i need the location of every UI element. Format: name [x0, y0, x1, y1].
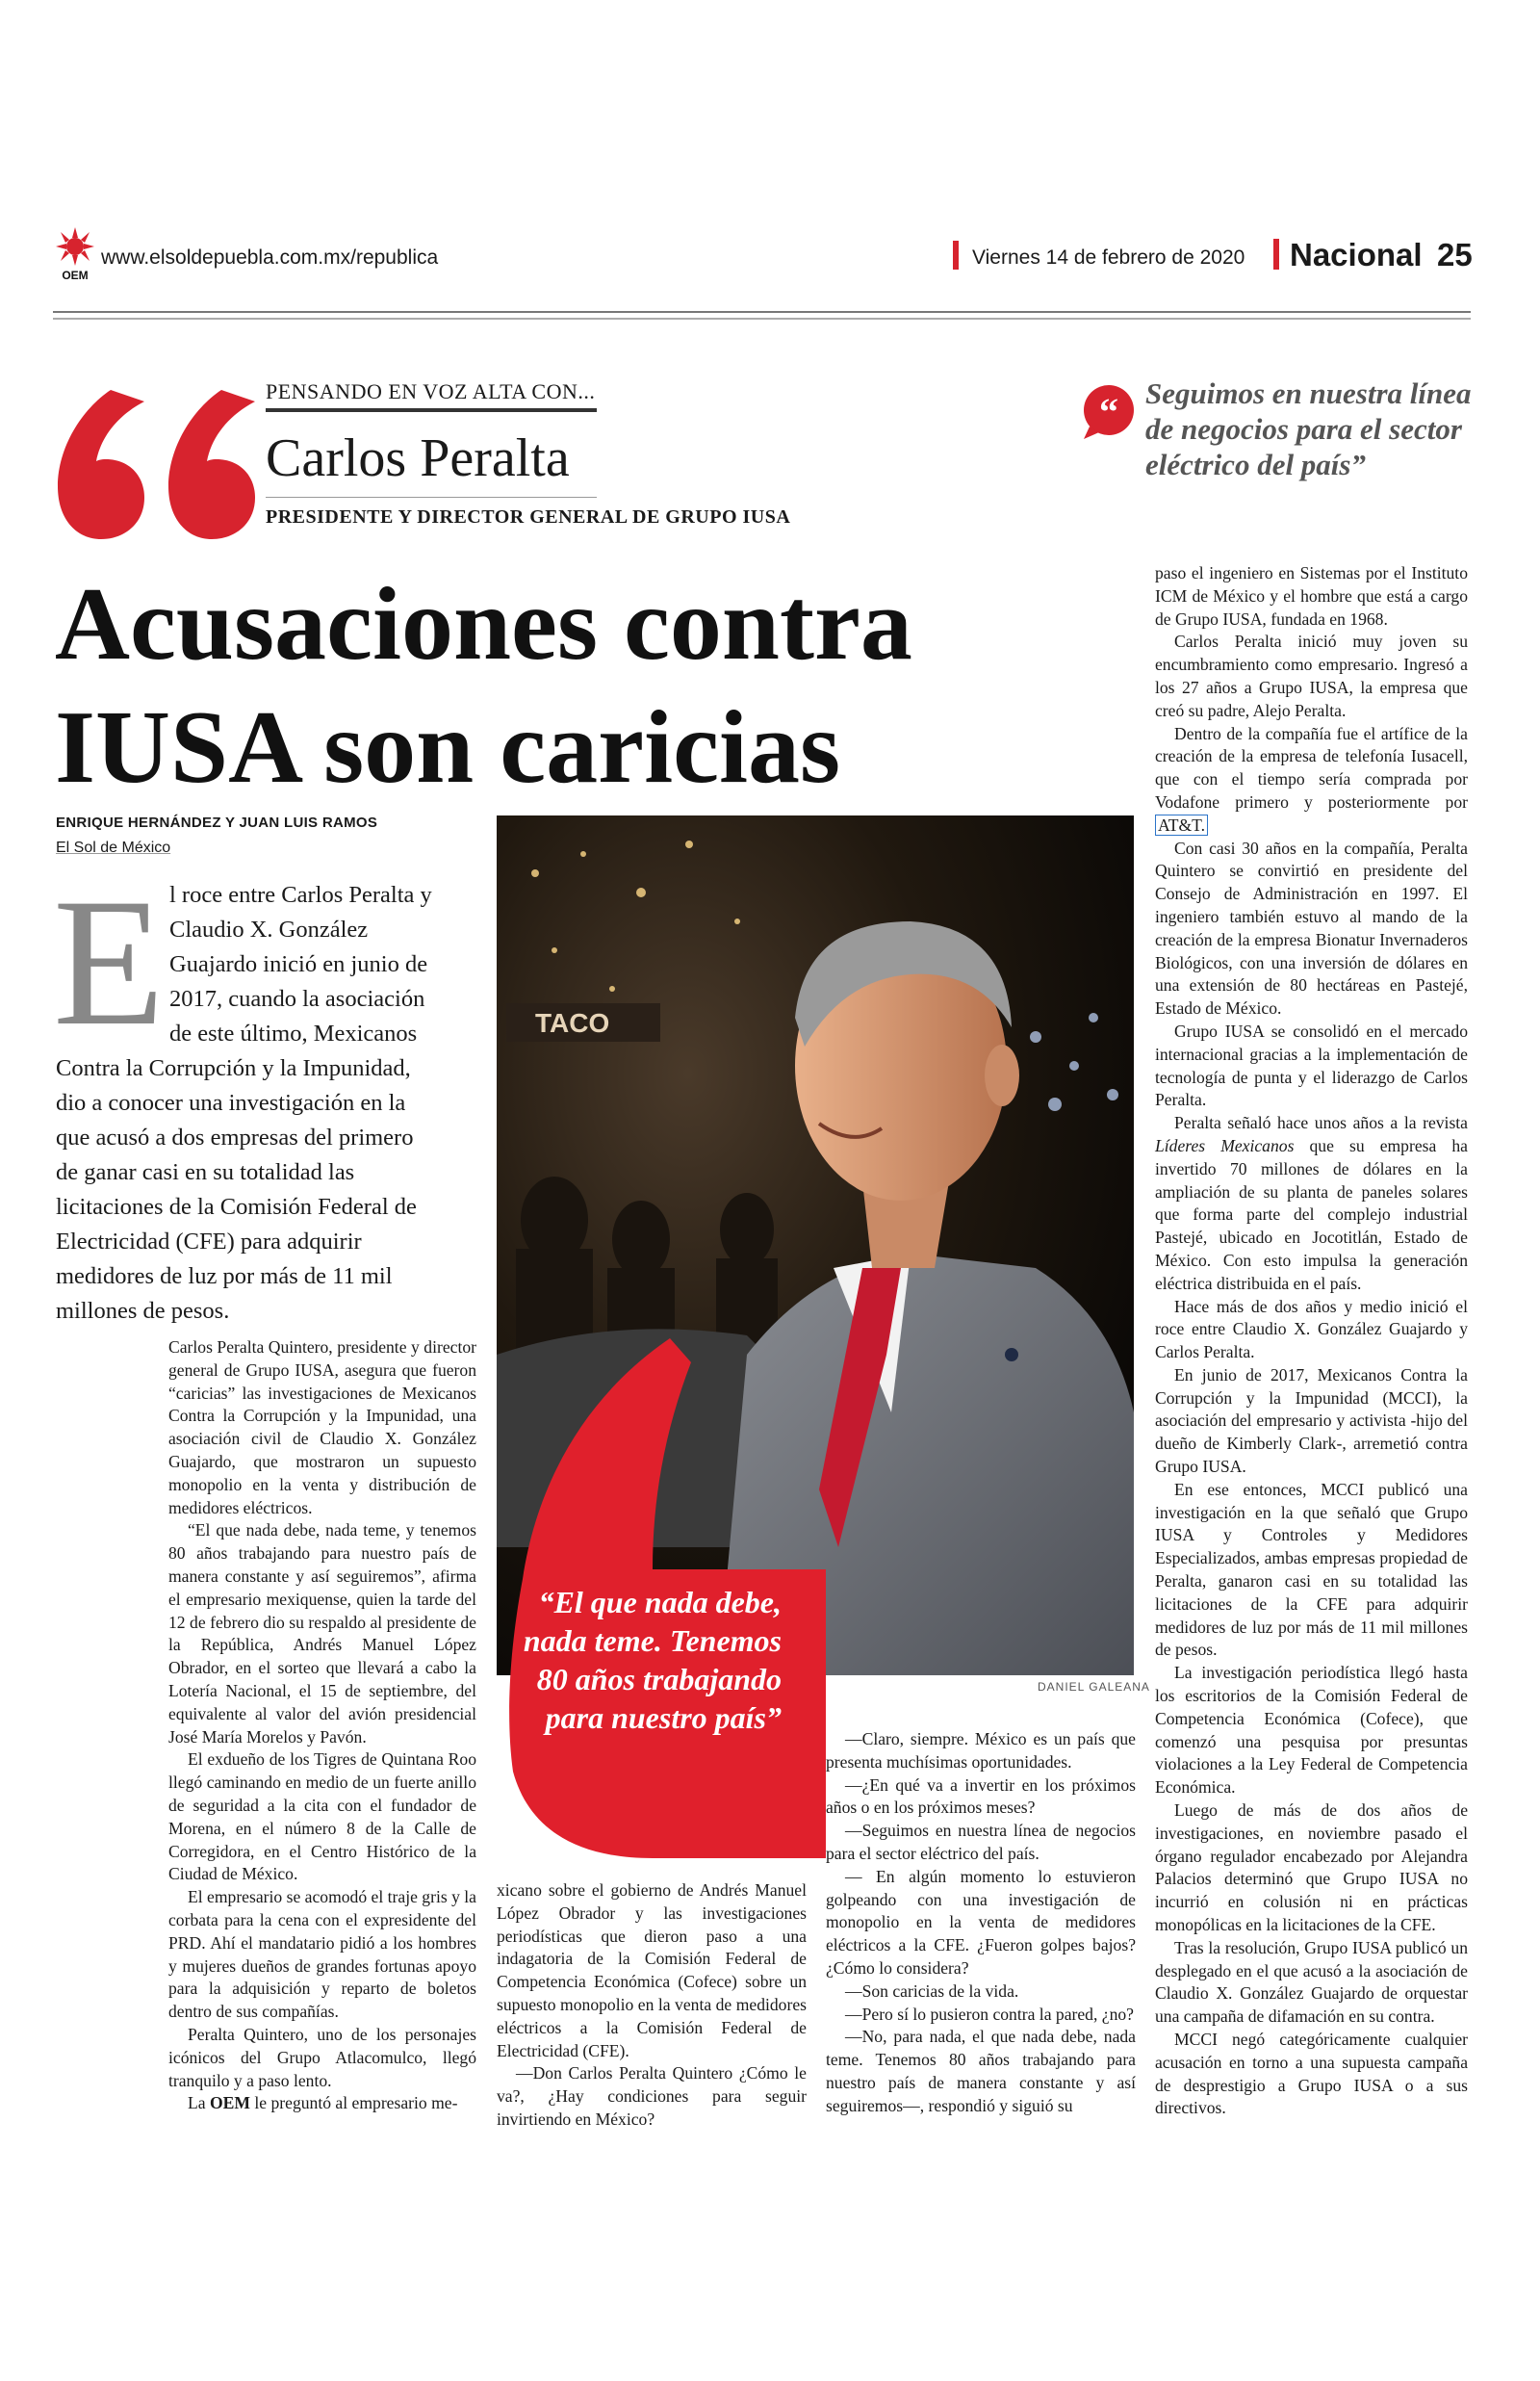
header-divider [53, 311, 1471, 320]
paragraph: Hace más de dos años y medio inició el roce entre Claudio X. González Guajardo y Carlos Peralta. [1155, 1296, 1468, 1362]
lead-line: Electricidad (CFE) para adquirir [56, 1229, 362, 1255]
interviewee-title: PRESIDENTE Y DIRECTOR GENERAL DE GRUPO IUSA [266, 506, 791, 528]
lead-line: que acusó a dos empresas del primero [56, 1125, 414, 1151]
top-pull-quote: Seguimos en nuestra línea de negocios para el sector eléctrico del país” [1145, 376, 1472, 481]
lead-paragraph [56, 878, 476, 1329]
paragraph: xicano sobre el gobierno de Andrés Manuel López Obrador y las investigaciones periodísticas que dieron paso a una indagatoria de la Comisión Federal de Competencia Económica (Cofece) sobre un supuesto monopolio en la venta de medidores eléctricos a la Comisión Federal de Electricidad (CFE). [497, 1880, 807, 2060]
lead-line: Guajardo inició en junio de [169, 951, 428, 977]
paragraph: MCCI negó categóricamente cualquier acusación en torno a una supuesta campaña de desprestigio a Grupo IUSA o a sus directivos. [1155, 2030, 1468, 2118]
drop-cap: E [53, 862, 166, 1064]
paragraph: “El que nada debe, nada teme, y tenemos 80 años trabajando para nuestro país de manera constante y así seguiremos”, afirma el empresario mexiquense, quien la tarde del 12 de febrero dio su respaldo al presidente de la República, Andrés Manuel López Obrador, en el sorteo que llevará a cabo la Lotería Nacional, el 15 de septiembre, del equivalente al valor del avión presidencial José María Morelos y Pavón. [168, 1520, 476, 1747]
paragraph: Grupo IUSA se consolidó en el mercado internacional gracias a la implementación de tecnología de punta y el liderazgo de Carlos Peralta. [1155, 1021, 1468, 1110]
logo-text: OEM [62, 269, 89, 282]
paragraph: —Seguimos en nuestra línea de negocios para el sector eléctrico del país. [826, 1821, 1136, 1863]
magazine-title: Líderes Mexicanos [1155, 1135, 1295, 1155]
photo-sign-text: TACO [535, 1008, 610, 1038]
lead-line: de este último, Mexicanos [169, 1021, 418, 1047]
body-column-3 [826, 1728, 1136, 2118]
headline-line-1: Acusaciones contra [55, 567, 912, 682]
att-link[interactable]: AT&T. [1155, 815, 1208, 836]
lead-line: Claudio X. González [169, 917, 369, 943]
outlet-name: El Sol de México [56, 840, 171, 856]
interviewee-name: Carlos Peralta [266, 428, 570, 488]
paragraph: —Pero sí lo pusieron contra la pared, ¿no? [845, 2004, 1134, 2024]
headline [55, 563, 1152, 810]
paragraph: El empresario se acomodó el traje gris y la corbata para la cena con el expresidente del PRD. Ahí el mandatario pidió a los hombres y mujeres dueños de grandes fortunas apoyo para la adquisición y reparto de boletos dentro de sus compañías. [168, 1887, 476, 2022]
paragraph: paso el ingeniero en Sistemas por el Instituto ICM de México y el hombre que está a cargo de Grupo IUSA, fundada en 1968. [1155, 563, 1468, 629]
lead-line: l roce entre Carlos Peralta y [169, 882, 432, 908]
paragraph: Peralta señaló hace unos años a la revista Líderes Mexicanos que su empresa ha invertido 70 millones de dólares en la ampliación de su planta de paneles solares que forma parte del complejo industrial Pastejé, ubicado en Jocotitlán, Estado de México. Con esto impulsa la generación eléctrica distribuida en el país. [1155, 1113, 1468, 1293]
page-number: 25 [1437, 237, 1473, 272]
paragraph: —Don Carlos Peralta Quintero ¿Cómo le va?, ¿Hay condiciones para seguir invirtiendo en México? [497, 2063, 807, 2129]
paragraph: — En algún momento lo estuvieron golpeando con una investigación de monopolio en la venta de medidores eléctricos a la CFE. ¿Fueron golpes bajos? ¿Cómo lo considera? [826, 1866, 1136, 1978]
paragraph: Luego de más de dos años de investigaciones, en noviembre pasado el órgano regulador encabezado por Alejandra Palacios determinó que Grupo IUSA no incurrió en colusión ni en prácticas monopólicas en la licitaciones de la CFE. [1155, 1800, 1468, 1935]
paragraph: En junio de 2017, Mexicanos Contra la Corrupción y la Impunidad (MCCI), la asociación del empresario y activista -hijo del dueño de Kimberly Clark-, arremetió contra Grupo IUSA. [1155, 1364, 1468, 1477]
paragraph: La investigación periodística llegó hasta los escritorios de la Comisión Federal de Competencia Económica (Cofece), que comenzó una pesquisa por presuntas violaciones a la Ley Federal de Competencia Económica. [1155, 1663, 1468, 1798]
paragraph: Con casi 30 años en la compañía, Peralta Quintero se convirtió en presidente del Consejo de Administración en 1997. El ingeniero también estuvo al mando de la creación de la empresa Bionatur Invernaderos Biológicos, con una inversión de dólares en una extensión de 80 hectáreas en Pastejé, Estado de México. [1155, 838, 1468, 1019]
oem-bold: OEM [209, 2093, 250, 2113]
name-rule [266, 497, 597, 498]
body-column-1 [168, 1336, 476, 2115]
svg-text:“: “ [1099, 390, 1118, 433]
lead-line: dio a conocer una investigación en la [56, 1090, 406, 1116]
photo-credit: DANIEL GALEANA [1038, 1680, 1150, 1694]
big-quote-icon [53, 380, 260, 544]
paragraph: Tras la resolución, Grupo IUSA publicó un desplegado en el que acusó a la asociación de Claudio X. González Guajardo de orquestar una campaña de difamación en su contra. [1155, 1937, 1468, 2027]
paragraph: Peralta Quintero, uno de los personajes icónicos del Grupo Atlacomulco, llegó tranquilo y a paso lento. [168, 2024, 476, 2090]
paragraph: En ese entonces, MCCI publicó una investigación en la que señaló que Grupo IUSA y Controles y Medidores Especializados, ambas empresas propiedad de Peralta, ganaron casi en su totalidad las licitaciones de la CFE para adquirir medidores de luz por más de 11 mil millones de pesos. [1155, 1479, 1468, 1660]
quote-bubble-icon [1080, 384, 1138, 440]
lead-line: 2017, cuando la asociación [169, 986, 425, 1012]
paragraph: —¿En qué va a invertir en los próximos años o en los próximos meses? [826, 1774, 1136, 1818]
lead-line: licitaciones de la Comisión Federal de [56, 1194, 417, 1220]
paragraph: La OEM le preguntó al empresario me- [188, 2093, 458, 2113]
paragraph: —Son caricias de la vida. [845, 1980, 1019, 2001]
red-pull-quote: “El que nada debe, nada teme. Tenemos 80 años trabajando para nuestro país” [523, 1585, 782, 1735]
paragraph: El exdueño de los Tigres de Quintana Roo llegó caminando en medio de un fuerte anillo de seguridad a la cita con el fundador de Morena, en el número 8 de la Calle de Corregidora, en el Centro Histórico de la Ciudad de México. [168, 1749, 476, 1884]
kicker-rule [266, 408, 597, 412]
authors: ENRIQUE HERNÁNDEZ Y JUAN LUIS RAMOS [56, 815, 378, 831]
interview-kicker: PENSANDO EN VOZ ALTA CON... [266, 379, 596, 403]
oem-logo [50, 225, 100, 283]
lead-line: medidores de luz por más de 11 mil [56, 1263, 393, 1289]
issue-date: Viernes 14 de febrero de 2020 [972, 246, 1245, 269]
paragraph: —No, para nada, el que nada debe, nada teme. Tenemos 80 años trabajando para nuestro país de manera constante y así seguiremos—, respondió y siguió su [826, 2027, 1136, 2115]
paragraph: Dentro de la compañía fue el artífice de la creación de la empresa de telefonía Iusacell, que con el tiempo sería comprada por Vodafone primero y posteriormente por AT&T. [1155, 723, 1468, 835]
site-url[interactable]: www.elsoldepuebla.com.mx/republica [101, 246, 439, 269]
section-name: Nacional [1290, 237, 1423, 272]
body-column-2 [497, 1879, 807, 2132]
header-accent-bar [1273, 239, 1279, 270]
paragraph: Carlos Peralta Quintero, presidente y director general de Grupo IUSA, asegura que fueron “caricias” las investigaciones de Mexicanos Contra la Corrupción y la Impunidad, una asociación civil de Claudio X. González Guajardo, que mostraron un supuesto monopolio en la venta y distribución de medidores eléctricos. [168, 1337, 476, 1517]
body-column-4 [1155, 562, 1468, 2120]
paragraph: Carlos Peralta inició muy joven su encumbramiento como empresario. Ingresó a los 27 años a Grupo IUSA, la empresa que creó su padre, Alejo Peralta. [1155, 632, 1468, 720]
header-accent-bar [953, 241, 959, 270]
lead-line: Contra la Corrupción y la Impunidad, [56, 1055, 411, 1081]
headline-line-2: IUSA son caricias [55, 690, 841, 805]
lead-line: de ganar casi en su totalidad las [56, 1159, 355, 1185]
lead-line: millones de pesos. [56, 1298, 230, 1324]
paragraph: —Claro, siempre. México es un país que presenta muchísimas oportunidades. [826, 1729, 1136, 1772]
